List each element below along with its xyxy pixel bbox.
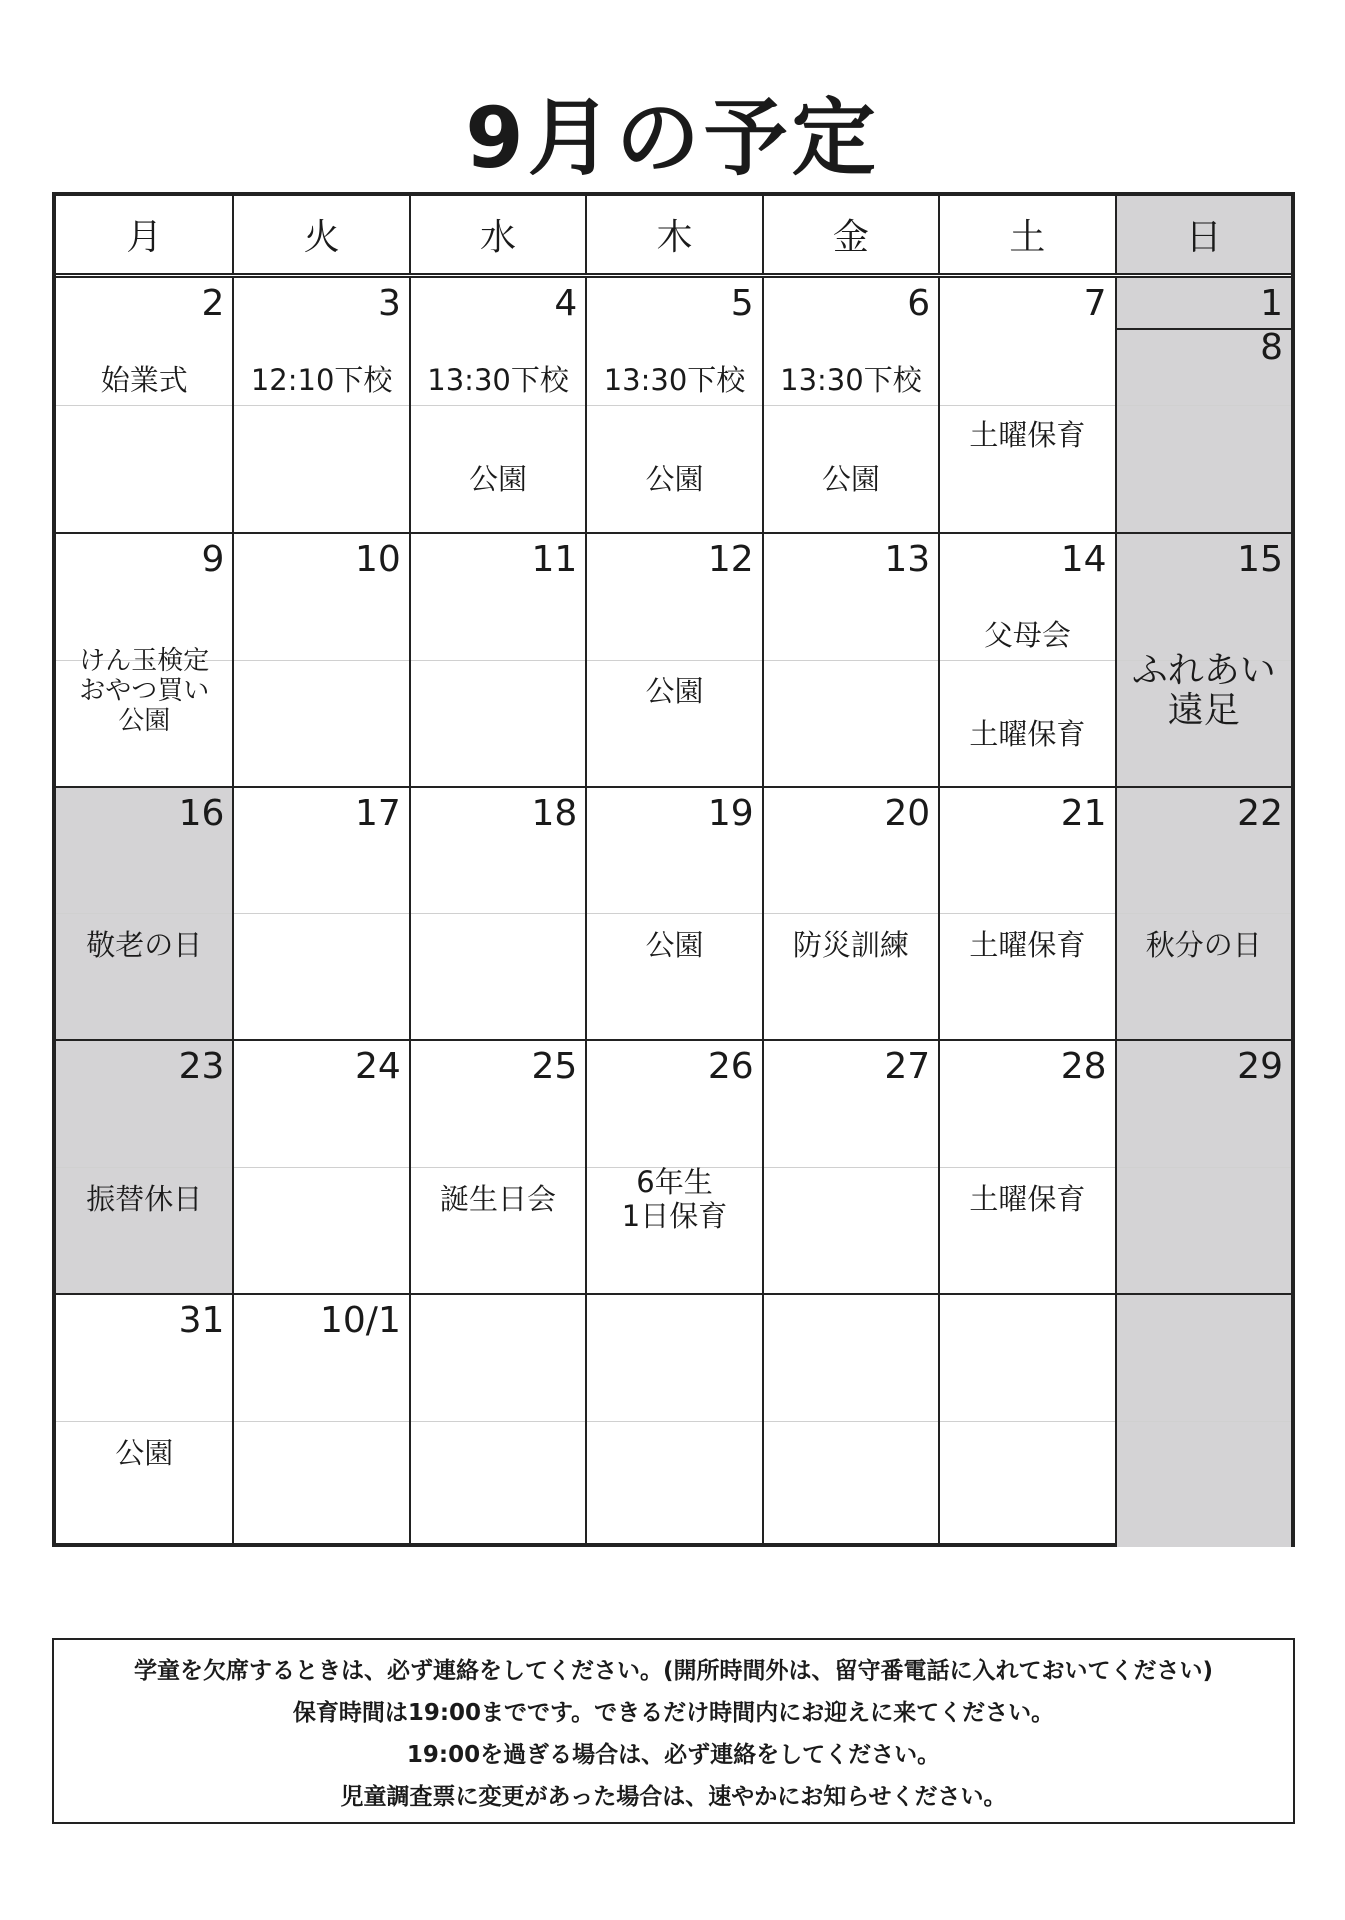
cell-guide-line	[764, 913, 938, 914]
day-number: 19	[707, 792, 754, 834]
cell-guide-line	[411, 660, 585, 661]
event-text: 敬老の日	[86, 927, 203, 962]
day-number: 17	[355, 792, 401, 834]
day-cell	[585, 786, 761, 1040]
day-cell	[762, 1039, 938, 1293]
event-text: ふれあい 遠足	[1131, 650, 1276, 732]
day-number: 5	[730, 283, 754, 324]
weekday-header: 水	[409, 196, 585, 273]
day-number: 22	[1237, 792, 1283, 834]
day-cell	[1115, 1293, 1291, 1547]
day-cell	[232, 278, 408, 532]
cell-guide-line	[764, 660, 938, 661]
day-cell	[409, 786, 585, 1040]
cell-guide-line	[234, 405, 408, 406]
day-cell	[762, 1293, 938, 1547]
cell-guide-line	[234, 660, 408, 661]
calendar-table	[52, 192, 1295, 1547]
calendar-body	[56, 278, 1291, 1547]
day-cell	[585, 278, 761, 532]
event-text: 公園	[469, 461, 528, 496]
day-number: 1	[1260, 283, 1283, 324]
event-text: 誕生日会	[440, 1181, 557, 1216]
day-cell	[56, 1039, 232, 1293]
event-text: 公園	[645, 927, 704, 962]
day-number: 27	[884, 1046, 931, 1088]
day-number: 20	[884, 792, 931, 834]
day-cell	[232, 786, 408, 1040]
day-cell	[938, 786, 1114, 1040]
day-cell	[232, 532, 408, 786]
day-number: 10	[355, 538, 401, 580]
event-text: 父母会	[983, 618, 1071, 653]
day-cell	[409, 1039, 585, 1293]
day-number: 11	[531, 538, 578, 580]
event-text: 13:30下校	[603, 362, 746, 397]
cell-guide-line	[1117, 1421, 1291, 1422]
cell-guide-line	[234, 913, 408, 914]
cell-guide-line	[764, 1167, 938, 1168]
cell-guide-line	[587, 1421, 761, 1422]
day-number: 12	[707, 538, 754, 580]
cell-guide-line	[411, 1421, 585, 1422]
day-cell	[1115, 1039, 1291, 1293]
day-cell	[409, 278, 585, 532]
day-cell	[585, 1039, 761, 1293]
day-number: 26	[707, 1046, 754, 1088]
cell-guide-line	[1117, 913, 1291, 914]
cell-guide-line	[411, 405, 585, 406]
day-number: 28	[1060, 1046, 1107, 1088]
day-number: 23	[178, 1046, 225, 1088]
event-text: 12:10下校	[250, 362, 393, 397]
day-number: 31	[178, 1300, 225, 1342]
weekday-header: 日	[1115, 196, 1291, 273]
cell-guide-line	[764, 1421, 938, 1422]
weekday-header: 金	[762, 196, 938, 273]
day-cell	[56, 278, 232, 532]
day-cell	[1115, 278, 1291, 532]
cell-guide-line	[234, 1167, 408, 1168]
day-cell	[762, 278, 938, 532]
event-text: けん玉検定 おやつ買い 公園	[79, 646, 210, 737]
day-cell	[938, 1039, 1114, 1293]
weekday-header-row	[56, 196, 1291, 278]
event-text: 振替休日	[86, 1181, 203, 1216]
event-text: 6年生 1日保育	[621, 1164, 728, 1233]
weekday-header: 木	[585, 196, 761, 273]
cell-guide-line	[56, 405, 232, 406]
day-cell	[56, 1293, 232, 1547]
day-cell	[938, 532, 1114, 786]
day-number: 13	[884, 538, 931, 580]
event-text: 13:30下校	[427, 362, 569, 397]
notice-box	[52, 1638, 1295, 1824]
cell-guide-line	[764, 405, 938, 406]
cell-guide-line	[56, 1167, 232, 1168]
day-cell	[232, 1039, 408, 1293]
day-number: 14	[1060, 538, 1107, 580]
cell-guide-line	[940, 1167, 1114, 1168]
day-cell	[56, 532, 232, 786]
day-cell	[762, 786, 938, 1040]
cell-guide-line	[940, 1421, 1114, 1422]
day-number: 2	[201, 283, 225, 324]
day-cell	[938, 1293, 1114, 1547]
day-number: 4	[554, 283, 578, 324]
cell-guide-line	[940, 405, 1114, 406]
day-number: 10/1	[320, 1300, 401, 1342]
event-text: 土曜保育	[969, 717, 1086, 752]
day-cell	[232, 1293, 408, 1547]
day-cell	[938, 278, 1114, 532]
cell-guide-line	[56, 913, 232, 914]
day-number: 8	[1260, 327, 1283, 368]
day-cell	[1115, 786, 1291, 1040]
day-number: 15	[1237, 538, 1283, 580]
cell-guide-line	[587, 660, 761, 661]
day-number: 9	[201, 538, 225, 580]
event-text: 公園	[821, 461, 880, 496]
day-cell	[585, 1293, 761, 1547]
weekday-header: 土	[938, 196, 1114, 273]
weekday-header: 月	[126, 217, 163, 258]
event-text: 始業式	[100, 362, 188, 397]
page-title: 9月の予定	[465, 89, 880, 187]
notice-line: 保育時間は19:00までです。できるだけ時間内にお迎えに来てください。	[292, 1700, 1055, 1726]
day-number: 3	[377, 283, 401, 324]
day-number: 7	[1083, 283, 1107, 324]
event-text: 13:30下校	[780, 362, 922, 397]
notice-line: 19:00を過ぎる場合は、必ず連絡をしてください。	[406, 1742, 941, 1768]
notice-line: 児童調査票に変更があった場合は、速やかにお知らせください。	[340, 1784, 1007, 1810]
cell-guide-line	[1117, 1167, 1291, 1168]
weekday-header: 火	[232, 196, 408, 273]
cell-guide-line	[587, 913, 761, 914]
notice-line: 学童を欠席するときは、必ず連絡をしてください。(開所時間外は、留守番電話に入れておいてください)	[133, 1658, 1214, 1684]
day-cell	[409, 1293, 585, 1547]
event-text: 防災訓練	[792, 927, 909, 962]
event-text: 秋分の日	[1145, 927, 1262, 962]
event-text: 土曜保育	[969, 1181, 1086, 1216]
cell-guide-line	[587, 405, 761, 406]
cell-guide-line	[56, 1421, 232, 1422]
day-number: 25	[531, 1046, 578, 1088]
day-number: 16	[178, 792, 225, 834]
event-text: 土曜保育	[969, 927, 1086, 962]
event-text: 公園	[645, 461, 704, 496]
cell-guide-line	[234, 1421, 408, 1422]
cell-guide-line	[411, 1167, 585, 1168]
day-number: 18	[531, 792, 578, 834]
event-text: 公園	[645, 674, 704, 709]
day-cell	[762, 532, 938, 786]
event-text: 公園	[115, 1435, 174, 1470]
cell-guide-line	[940, 660, 1114, 661]
day-number: 29	[1237, 1046, 1283, 1088]
day-cell	[1115, 532, 1291, 786]
event-text: 土曜保育	[969, 418, 1086, 453]
cell-guide-line	[1117, 405, 1291, 406]
day-number: 24	[355, 1046, 401, 1088]
day-cell	[56, 786, 232, 1040]
day-cell	[585, 532, 761, 786]
day-number: 6	[907, 283, 931, 324]
day-cell	[409, 532, 585, 786]
day-number: 21	[1060, 792, 1107, 834]
cell-guide-line	[411, 913, 585, 914]
cell-guide-line	[940, 913, 1114, 914]
